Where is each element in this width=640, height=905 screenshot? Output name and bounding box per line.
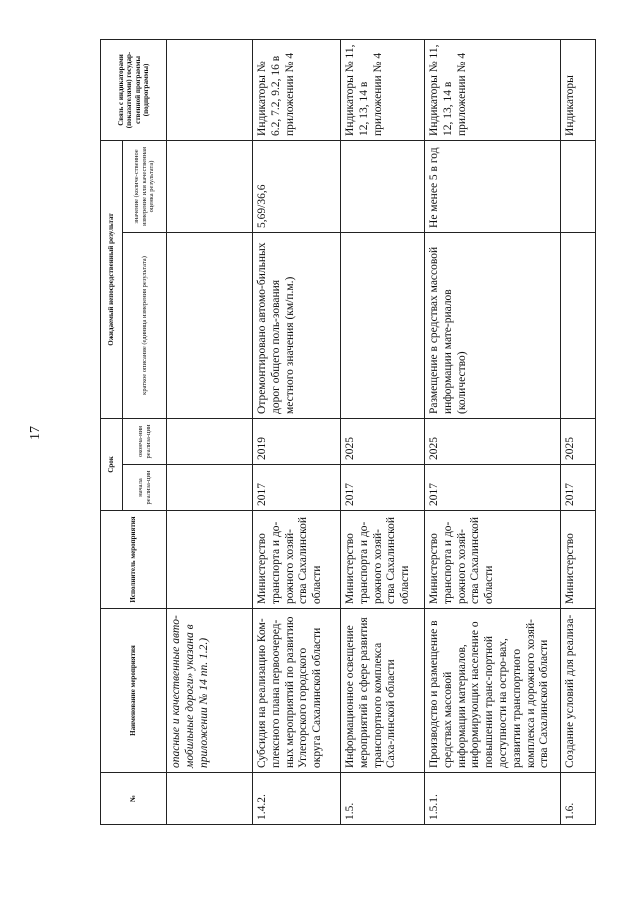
row-start [167, 465, 253, 511]
header-result: Ожидаемый непосредственный результат [101, 140, 123, 418]
rotated-table-wrapper [100, 40, 595, 825]
row-name: Создание условий для реализа- [561, 609, 596, 773]
row-num: 1.6. [561, 773, 596, 825]
row-executor: Министерство транспорта и до-рожного хозяй-ства Сахалинской области [341, 511, 425, 609]
header-period-end: оконча-ния реализа-ции [123, 418, 167, 464]
row-value [167, 140, 253, 232]
row-link: Индикаторы № 11, 12, 13, 14 в приложении № 4 [341, 39, 425, 140]
row-link: Индикаторы [561, 39, 596, 140]
row-name: Информационное освещение мероприятий в сфере развития транспортного комплекса Саха-линской области [341, 609, 425, 773]
row-end [167, 418, 253, 464]
page-number: 17 [28, 426, 43, 440]
header-num: № [101, 773, 167, 825]
row-desc [561, 232, 596, 418]
header-executor: Исполнитель мероприятия [101, 511, 167, 609]
row-end: 2025 [425, 418, 561, 464]
header-result-desc: краткое описание (единица измерения результата) [123, 232, 167, 418]
row-value [341, 140, 425, 232]
header-result-value: значение (количе-ственное измерение или качественная оценка результата) [123, 140, 167, 232]
row-num: 1.4.2. [253, 773, 341, 825]
row-end: 2025 [561, 418, 596, 464]
row-end: 2019 [253, 418, 341, 464]
row-desc: Отремонтировано автомо-бильных дорог общего поль-зования местного значения (км/п.м.) [253, 232, 341, 418]
row-executor: Министерство транспорта и до-рожного хозяй-ства Сахалинской области [253, 511, 341, 609]
row-desc [167, 232, 253, 418]
row-value: 5,69/36,6 [253, 140, 341, 232]
row-desc [341, 232, 425, 418]
table-row [341, 39, 425, 824]
row-start: 2017 [253, 465, 341, 511]
table-row [253, 39, 341, 824]
row-end: 2025 [341, 418, 425, 464]
row-num: 1.5.1. [425, 773, 561, 825]
row-link: Индикаторы № 6.2, 7.2, 9.2, 16 в приложении № 4 [253, 39, 341, 140]
row-desc: Размещение в средствах массовой информации мате-риалов (количество) [425, 232, 561, 418]
row-start: 2017 [425, 465, 561, 511]
row-executor [167, 511, 253, 609]
header-period-start: начала реализа-ции [123, 465, 167, 511]
row-name: Субсидия на реализацию Ком-плексного плана первоочеред-ных мероприятий по развитию Углегорского городского округа Сахалинской области [253, 609, 341, 773]
row-num [167, 773, 253, 825]
row-num: 1.5. [341, 773, 425, 825]
row-link: Индикаторы № 11, 12, 13, 14 в приложении № 4 [425, 39, 561, 140]
row-executor: Министерство транспорта и до-рожного хозяй-ства Сахалинской области [425, 511, 561, 609]
row-executor: Министерство [561, 511, 596, 609]
header-name: Наименование мероприятия [101, 609, 167, 773]
table-row [425, 39, 561, 824]
row-name: опасные и качественные авто-мобильные дороги» указана в приложении № 14 пп. 1.2.) [167, 609, 253, 773]
row-link [167, 39, 253, 140]
table-row [561, 39, 596, 824]
row-name: Производство и размещение в средствах массовой информации материалов, информирующих население о повышении транс-портной доступности на остро-вах, развитии транспортного комплекса и дорожного хозяй-ства Сахалинской области [425, 609, 561, 773]
row-start: 2017 [561, 465, 596, 511]
measures-table [100, 39, 596, 825]
table-row [167, 39, 253, 824]
row-value: Не менее 5 в год [425, 140, 561, 232]
header-link: Связь с индикаторами (показателями) государ-ственной программы (подпрограммы) [101, 39, 167, 140]
row-start: 2017 [341, 465, 425, 511]
row-value [561, 140, 596, 232]
header-period: Срок [101, 418, 123, 510]
